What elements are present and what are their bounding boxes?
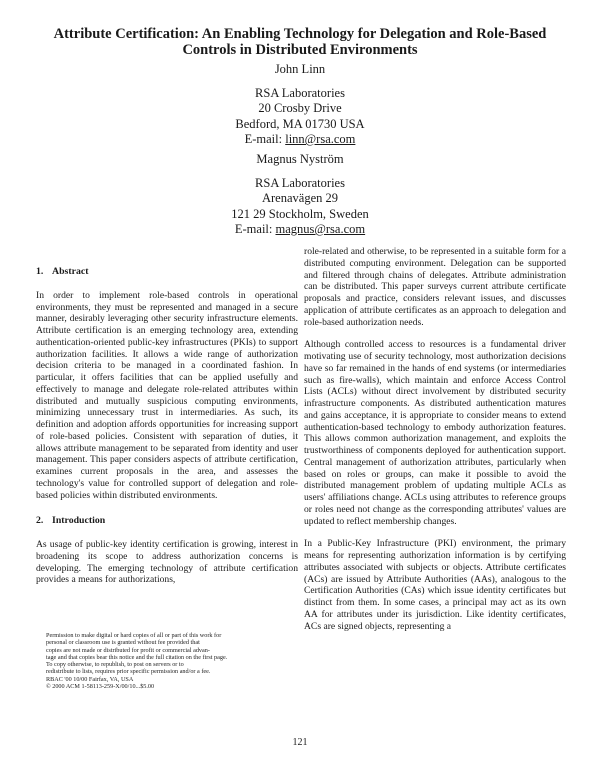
author-name: Magnus Nyström xyxy=(256,152,344,166)
author-street: Arenavägen 29 xyxy=(261,191,338,205)
author-email-link[interactable]: magnus@rsa.com xyxy=(275,222,366,236)
author-name: John Linn xyxy=(274,62,326,76)
author-block-1 xyxy=(100,62,500,148)
abstract-heading xyxy=(36,266,298,278)
intro-paragraph-2: Although controlled access to resources is a fundamental driver motivating use of security technology, most authorization decisions have so far remained in the hands of end systems (or intermediaries such as fire-walls), which maintain and enforce Access Control Lists (ACLs) without direct involvement by distributed security infrastructure components. As distributed authentication matures and gains acceptance, it is appropriate to consider means to extend authentication-based technology to embody authorization features. This allows common authorization management, and exploits the trustworthiness of components deployed for authentication support. Central management of authorization attributes, particularly when based on roles or groups, can make it possible to avoid the distributed management problem of updating multiple ACLs as users' affiliations change. ACLs using attributes to reference groups or roles need not change as the corresponding attributes' values are updated to reflect membership changes. xyxy=(304,339,566,527)
section-title: Abstract xyxy=(52,266,89,277)
footnote-line: RBAC '00 10/00 Fairfax, VA, USA xyxy=(46,675,134,683)
abstract-text: In order to implement role-based controls in operational environments, they must be represented and managed in a secure manner, desirably leveraging other security infrastructure elements. Attribute certification is an emerging technology area, extending authentication-oriented public-key infrastructures (PKIs) to support authorization facilities. It allows a wide range of authorization decision criteria to be managed in a coordinated fashion. In particular, it offers facilities that can be applied usefully and effectively to manage and delegate role-related attributes within distributed and mutually suspicious computing environments, minimizing unnecessary trust in intermediaries. As such, its definition and adoption affords opportunities for increasing support of role-based policies. Consistent with separation of duties, it allows attribute management to be separated from identity and user management. This paper considers aspects of attribute certification, examines current proposals in the area, and assesses the technology's value for controlled support of delegation and role-based policies within distributed environments. xyxy=(36,289,298,501)
footnote-line: copies are not made or distributed for profit or commercial advan- xyxy=(46,646,210,654)
footnote-line: tage and that copies bear this notice and the full citation on the first page. xyxy=(46,653,228,661)
footnote-line: To copy otherwise, to republish, to post on servers or to xyxy=(46,661,184,669)
footnote-line: Permission to make digital or hard copies of all or part of this work for xyxy=(46,632,222,639)
author-street: 20 Crosby Drive xyxy=(258,101,342,115)
author-city: 121 29 Stockholm, Sweden xyxy=(231,206,369,221)
page-number: 121 xyxy=(292,737,308,748)
intro-paragraph-3: In a Public-Key Infrastructure (PKI) environment, the primary means for representing authorization information is by certifying attributes associated with subjects or objects. Attribute certificates (ACs) are issued by Attribute Authorities (AAs), analogous to the Certification Authorities (CAs) which issue identity certificates but distinct from them. In some cases, a principal may act as its own AA for attributes under its jurisdiction. Like identity certificates, ACs are signed objects, representing a xyxy=(304,538,566,632)
email-label: E-mail: xyxy=(244,132,286,146)
left-column xyxy=(36,266,298,597)
author-organization: RSA Laboratories xyxy=(255,175,345,190)
email-label: E-mail: xyxy=(234,222,276,236)
author-email-line xyxy=(100,222,500,238)
author-organization: RSA Laboratories xyxy=(255,85,345,100)
paper-title xyxy=(30,26,570,58)
section-number: 1. xyxy=(36,266,44,277)
author-email-link[interactable]: linn@rsa.com xyxy=(285,132,356,146)
introduction-text: As usage of public-key identity certification is growing, interest in broadening its scope to address authorization concerns is developing. The emerging technology of attribute certification provides a means for authorizations, xyxy=(36,539,298,586)
intro-paragraph-1: role-related and otherwise, to be represented in a suitable form for a distributed computing environment. Delegation can be supported and filtered through chains of delegates. Attribute administration can be distributed. This paper surveys current attribute certificate proposals and practice, considers relevant issues, and discusses application of attribute certificates as an approach to delegation and role-based authorization needs. xyxy=(304,246,566,328)
footnote-line: redistribute to lists, requires prior specific permission and/or a fee. xyxy=(46,668,211,676)
title-line-1: Attribute Certification: An Enabling Technology for Delegation and Role-Based xyxy=(53,26,547,42)
author-city: Bedford, MA 01730 USA xyxy=(235,116,365,131)
footnote-line: © 2000 ACM 1-58113-259-X/00/10...$5.00 xyxy=(46,683,155,691)
title-line-2: Controls in Distributed Environments xyxy=(182,42,418,58)
copyright-footnote xyxy=(46,632,282,690)
author-email-line xyxy=(100,132,500,148)
footnote-line: personal or classroom use is granted without fee provided that xyxy=(46,639,200,647)
section-number: 2. xyxy=(36,515,44,527)
section-title: Introduction xyxy=(52,515,106,527)
author-block-2 xyxy=(100,152,500,238)
introduction-heading xyxy=(36,515,298,527)
right-column xyxy=(304,246,566,643)
